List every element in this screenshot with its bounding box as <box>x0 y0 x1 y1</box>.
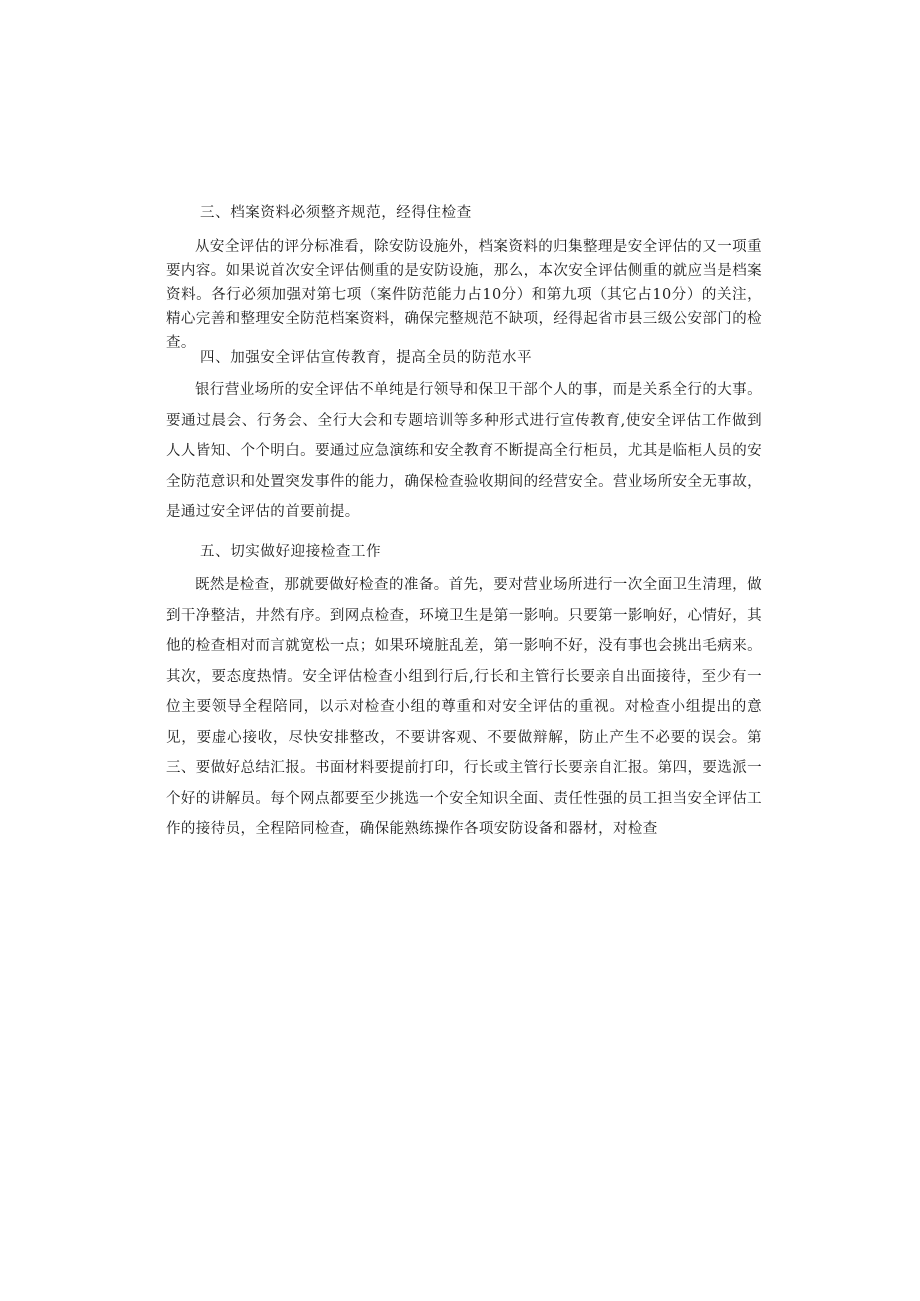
section-body-5-container <box>166 570 762 845</box>
section-heading-4: 四、加强安全评估宣传教育，提高全员的防范水平 <box>200 350 533 366</box>
section-heading-3: 三、档案资料必须整齐规范，经得住检查 <box>200 205 472 221</box>
section-body-4: 银行营业场所的安全评估不单纯是行领导和保卫干部个人的事，而是关系全行的大事。要通过晨会、行务会、全行大会和专题培训等多种形式进行宣传教育,使安全评估工作做到人人皆知、个个明白。要通过应急演练和安全教育不断提高全行柜员，尤其是临柜人员的安全防范意识和处置突发事件的能力，确保检查验收期间的经营安全。营业场所安全无事故，是通过安全评估的首要前提。 <box>166 382 762 520</box>
section-body-5: 既然是检查，那就要做好检查的准备。首先，要对营业场所进行一次全面卫生清理，做到干净整洁，井然有序。到网点检查，环境卫生是第一影响。只要第一影响好，心情好，其他的检查相对而言就宽松一点；如果环境脏乱差，第一影响不好，没有事也会挑出毛病来。其次，要态度热情。安全评估检查小组到行后,行长和主管行长要亲自出面接待，至少有一位主要领导全程陪同，以示对检查小组的尊重和对安全评估的重视。对检查小组提出的意见，要虚心接收，尽快安排整改，不要讲客观、不要做辩解，防止产生不必要的误会。第三、要做好总结汇报。书面材料要提前打印，行长或主管行长要亲自汇报。第四，要选派一个好的讲解员。每个网点都要至少挑选一个安全知识全面、责任性强的员工担当安全评估工作的接待员，全程陪同检查，确保能熟练操作各项安防设备和器材，对检查 <box>166 577 762 837</box>
section-heading-5: 五、切实做好迎接检查工作 <box>200 544 382 560</box>
section-body-3: 从安全评估的评分标准看，除安防设施外，档案资料的归集整理是安全评估的又一项重要内容。如果说首次安全评估侧重的是安防设施，那么，本次安全评估侧重的就应当是档案资料。各行必须加强对第七项（案件防范能力占10分）和第九项（其它占10分）的关注，精心完善和整理安全防范档案资料，确保完整规范不缺项，经得起省市县三级公安部门的检查。 <box>166 239 762 351</box>
section-body-4-container <box>166 375 762 528</box>
section-body-3-container <box>166 235 762 355</box>
